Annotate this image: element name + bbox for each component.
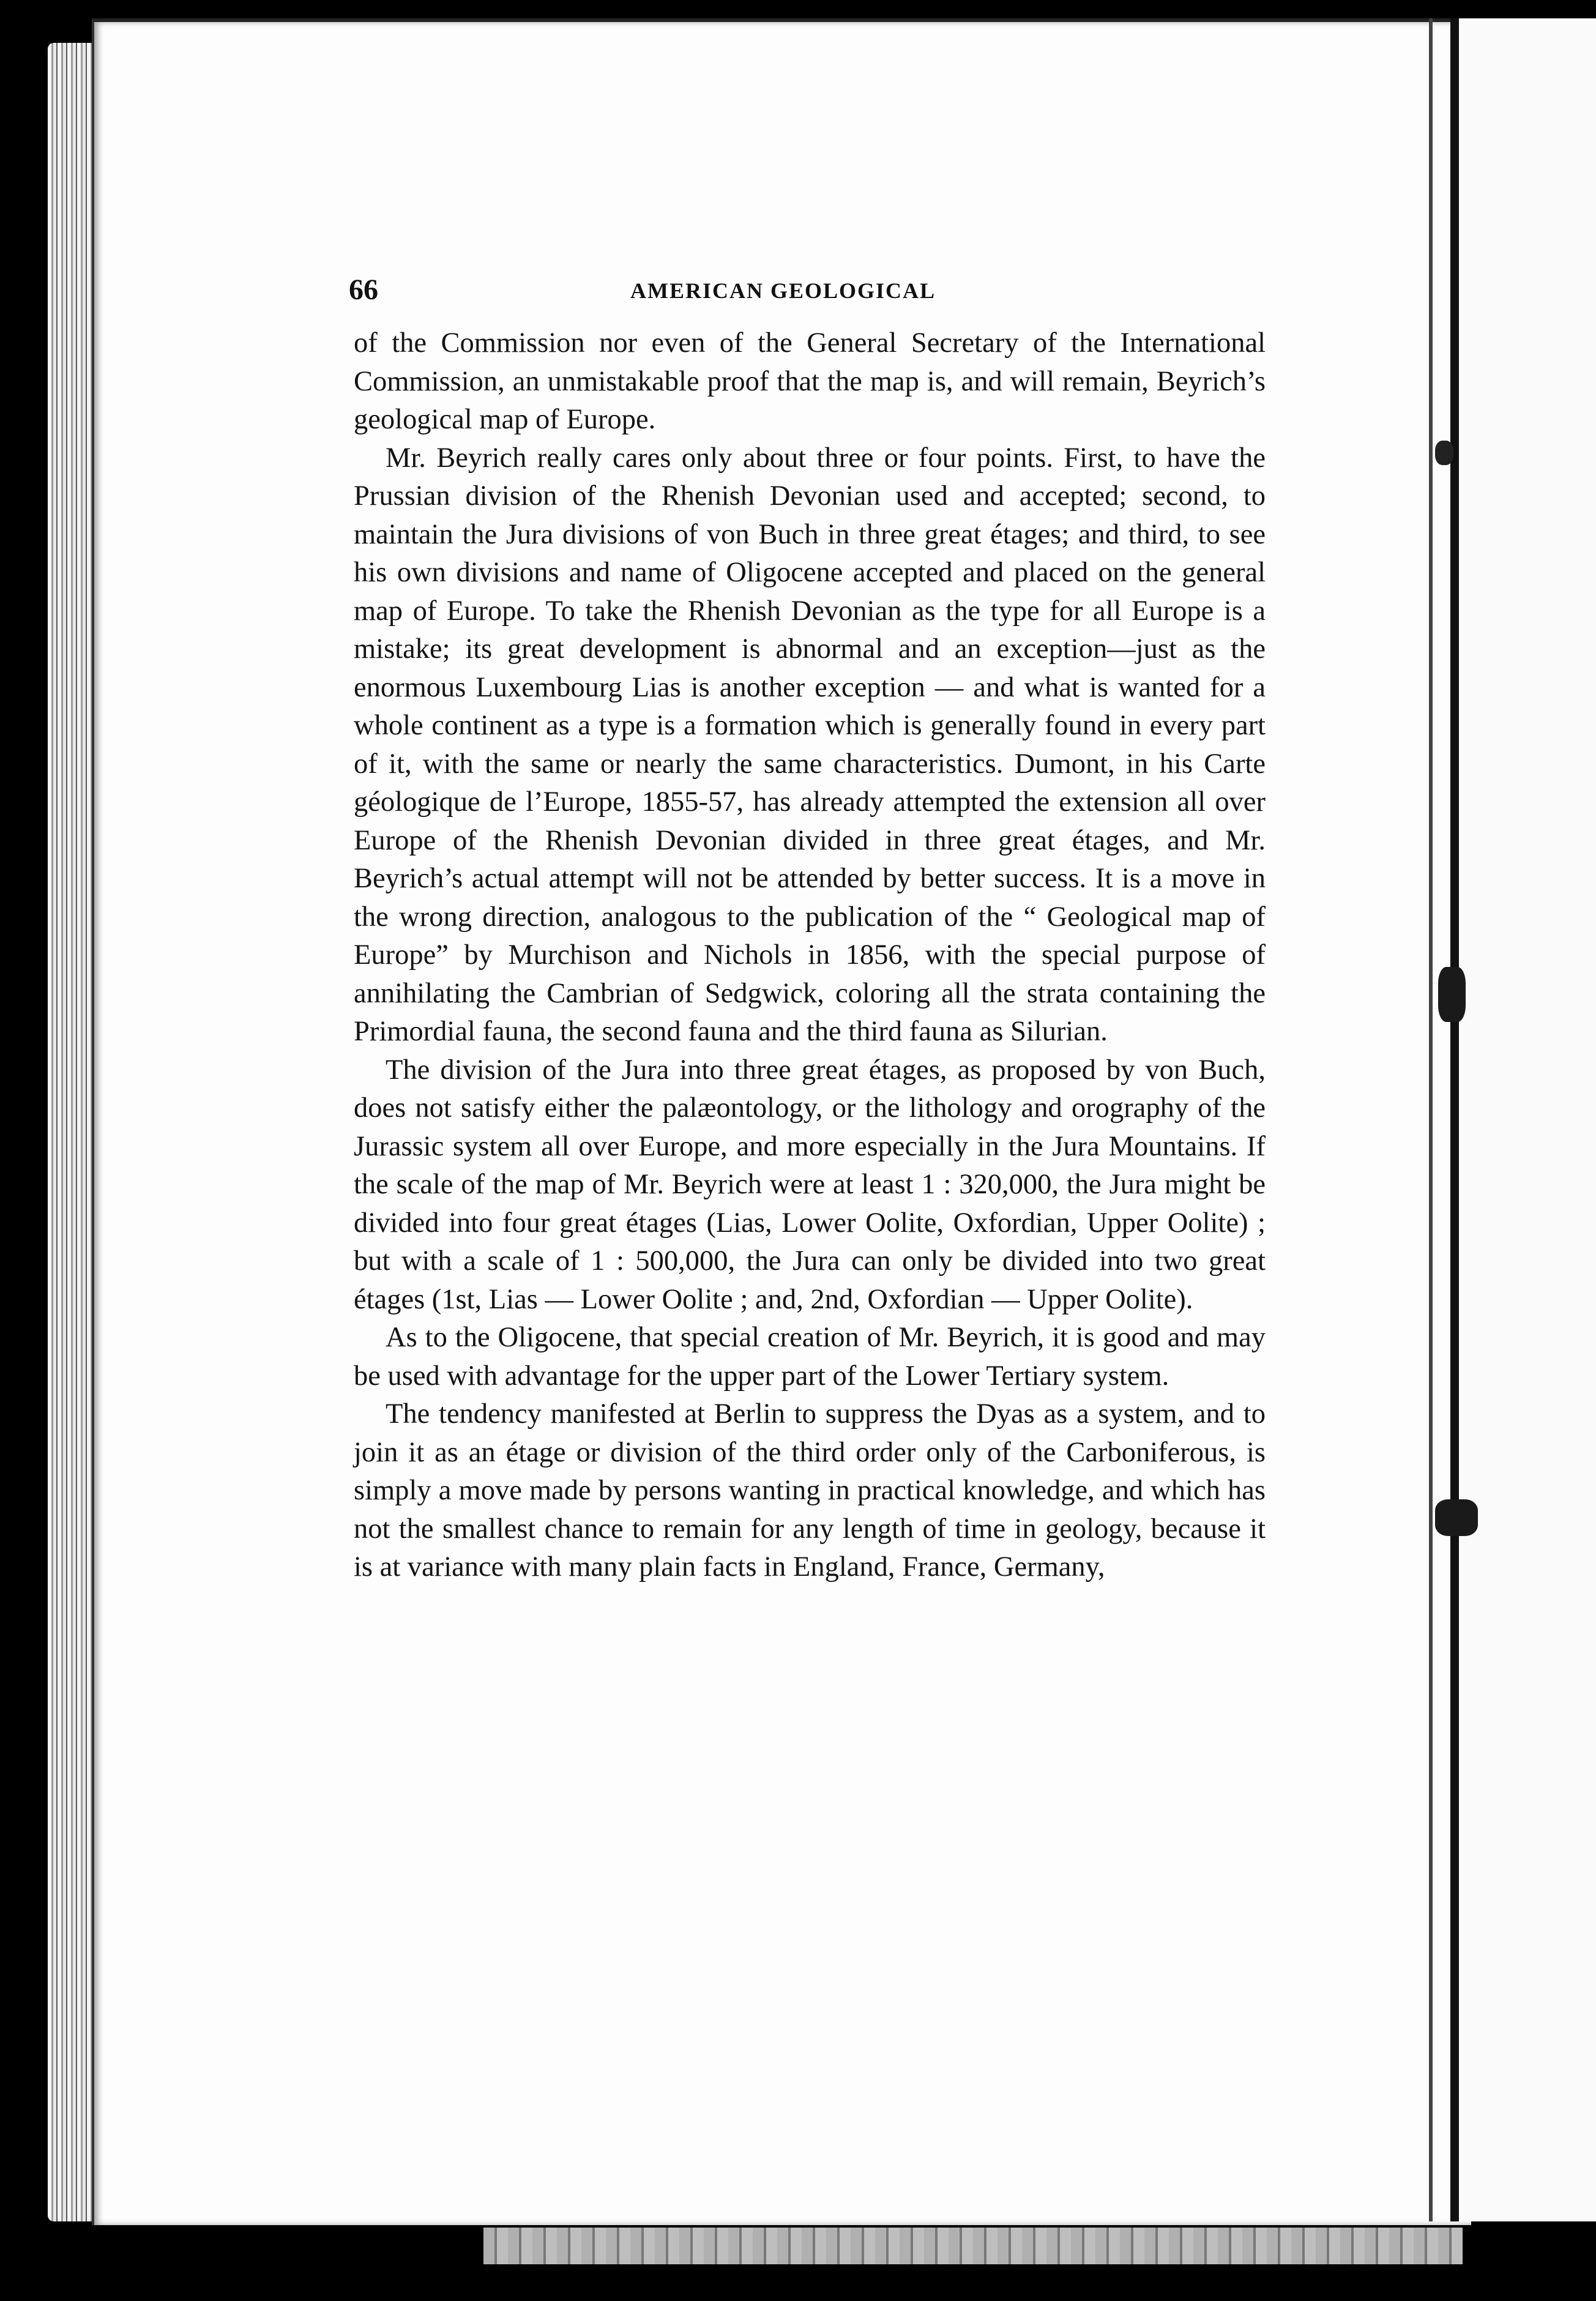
paragraph-1: of the Commission nor even of the General Secretary of the International Commission, an unmistakable proof that the map is, and will remain, Beyrich’s geological map of Europe. — [354, 327, 1266, 435]
bottom-page-edge — [483, 2228, 1463, 2264]
paragraph-5: The tendency manifested at Berlin to suppress the Dyas as a system, and to join it as an étage or division of the third order only of the Carboniferous, is simply a move made by persons wanting in practical knowledge, and which has not the smallest chance to remain for any length of time in geology, because it is at variance with many plain facts in England, France, Germany, — [354, 1398, 1266, 1583]
binding-blemish-top — [1435, 441, 1453, 465]
binding-gutter — [1429, 18, 1433, 2221]
paragraph-4: As to the Oligocene, that special creation of Mr. Beyrich, it is good and may be used with advantage for the upper part of the Lower Tertiary system. — [354, 1322, 1266, 1392]
binding-blemish-mid — [1438, 967, 1466, 1022]
paragraph-3: The division of the Jura into three great étages, as proposed by von Buch, does not satisfy either the palæontology, or the lithology and orography of the Jurassic system all over Europe, and more especially in the Jura Mountains. If the scale of the map of Mr. Beyrich were at least 1 : 320,000, the Jura might be divided into four great étages (Lias, Lower Oolite, Oxfordian, Upper Oolite) ; but with a scale of 1 : 500,000, the Jura can only be divided into two great étages (1st, Lias — Lower Oolite ; and, 2nd, Oxfordian — Upper Oolite). — [354, 1054, 1266, 1315]
paragraph-2: Mr. Beyrich really cares only about three or four points. First, to have the Prussian division of the Rhenish Devonian used and accepted; second, to maintain the Jura divisions of von Buch in three great étages; and third, to see his own divisions and name of Oligocene accepted and placed on the general map of Europe. To take the Rhenish Devonian as the type for all Europe is a mistake; its great development is abnormal and an exception—just as the enormous Luxembourg Lias is another exception — and what is wanted for a whole continent as a type is a formation which is generally found in every part of it, with the same or nearly the same characteristics. Dumont, in his Carte géologique de l’Europe, 1855-57, has already attempted the extension all over Europe of the Rhenish Devonian divided in three great étages, and Mr. Beyrich’s actual attempt will not be attended by better success. It is a move in the wrong direction, analogous to the publication of the “ Geological map of Europe” by Murchison and Nichols in 1856, with the special purpose of annihilating the Cambrian of Sedgwick, coloring all the strata containing the Primordial fauna, the second fauna and the third fauna as Silurian. — [354, 442, 1266, 1047]
page-number: 66 — [349, 274, 378, 306]
page-block-edge — [48, 43, 97, 2221]
facing-page-edge — [1450, 18, 1596, 2221]
binding-blemish-low — [1435, 1499, 1478, 1536]
page-header — [349, 269, 1267, 312]
body-text — [354, 324, 1266, 1587]
running-head: AMERICAN GEOLOGICAL — [630, 278, 936, 303]
